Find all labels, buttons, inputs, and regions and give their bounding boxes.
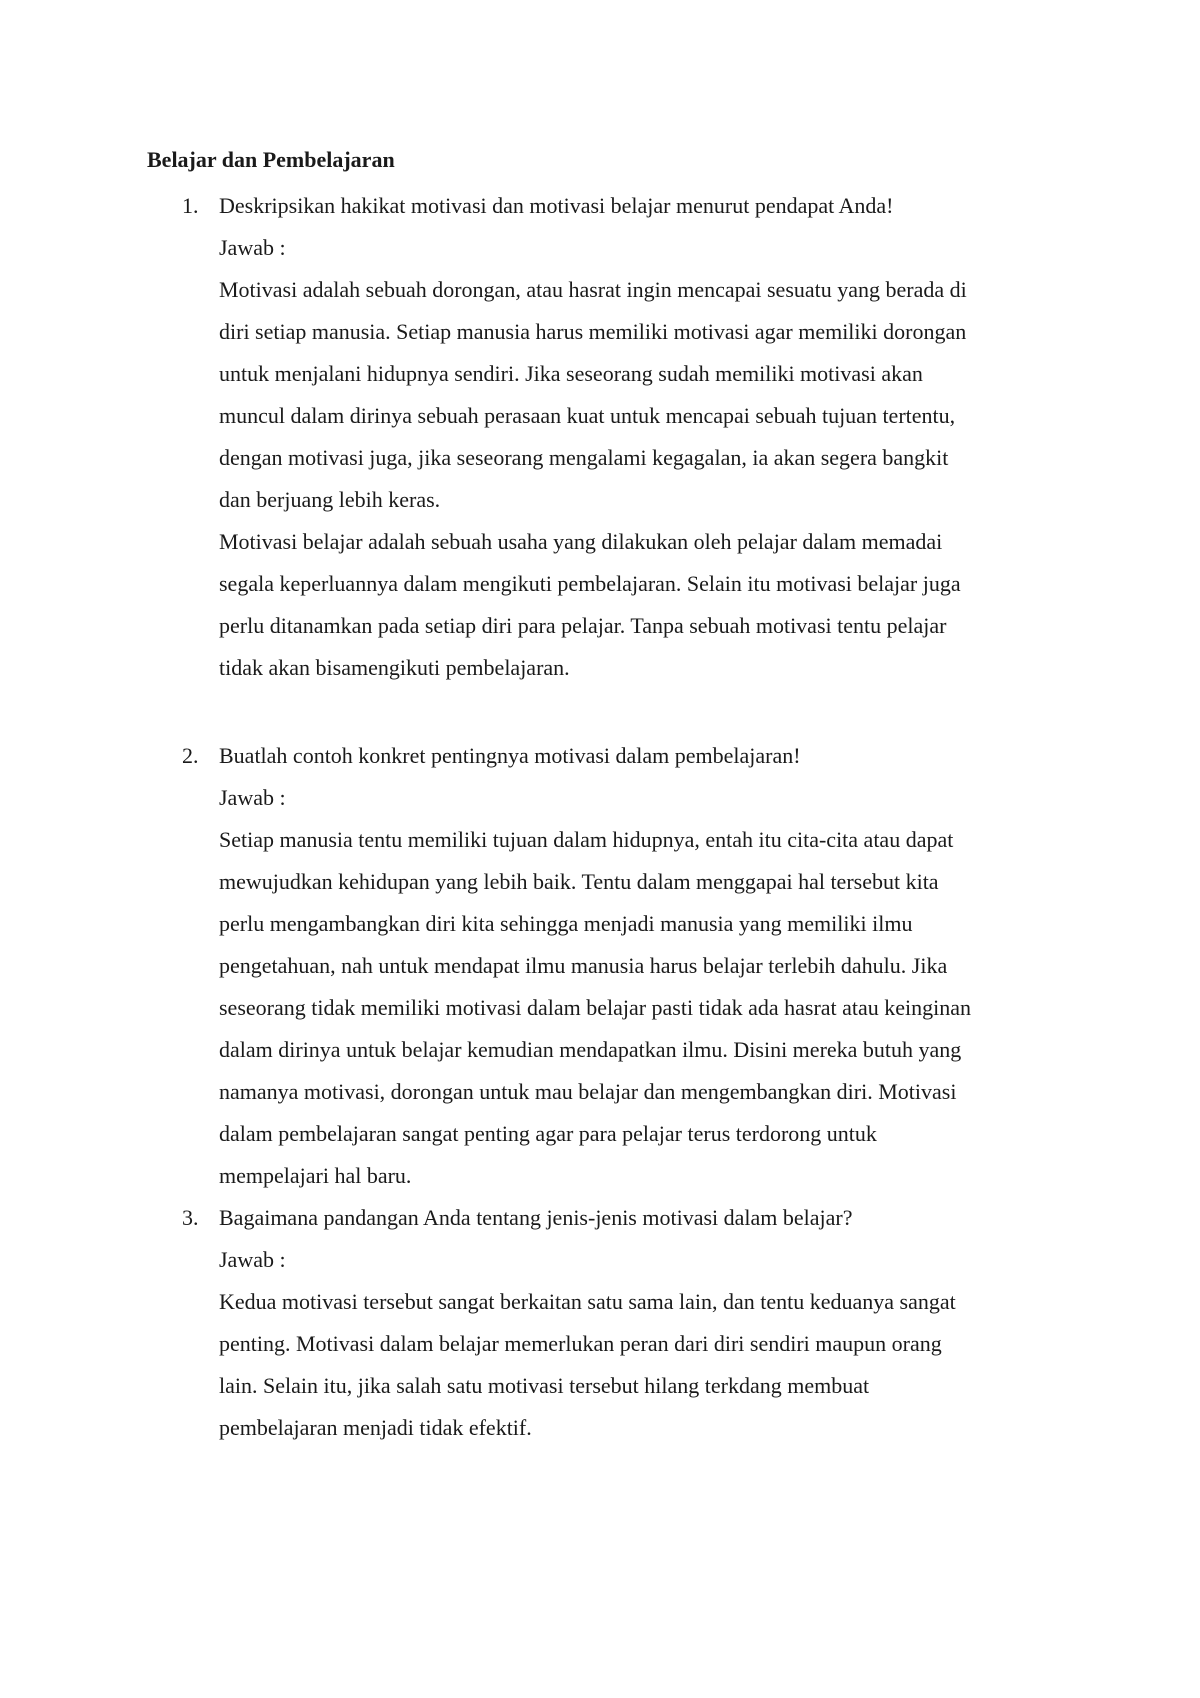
list-item bbox=[147, 185, 1087, 689]
question-3 bbox=[147, 1197, 1087, 1449]
answer-line: seseorang tidak memiliki motivasi dalam belajar pasti tidak ada hasrat atau keinginan bbox=[219, 995, 972, 1020]
answer-label: Jawab : bbox=[219, 785, 286, 810]
answer-line: dalam dirinya untuk belajar kemudian mendapatkan ilmu. Disini mereka butuh yang bbox=[219, 1037, 962, 1062]
answer-line: diri setiap manusia. Setiap manusia harus memiliki motivasi agar memiliki dorongan bbox=[219, 319, 967, 344]
list-item bbox=[147, 735, 1087, 1197]
question-text: Buatlah contoh konkret pentingnya motivasi dalam pembelajaran! bbox=[219, 743, 801, 768]
answer-line: namanya motivasi, dorongan untuk mau belajar dan mengembangkan diri. Motivasi bbox=[219, 1079, 957, 1104]
answer-line: dengan motivasi juga, jika seseorang mengalami kegagalan, ia akan segera bangkit bbox=[219, 445, 949, 470]
answer-line: mewujudkan kehidupan yang lebih baik. Tentu dalam menggapai hal tersebut kita bbox=[219, 869, 939, 894]
question-number: 2. bbox=[182, 743, 199, 768]
answer-line: penting. Motivasi dalam belajar memerlukan peran dari diri sendiri maupun orang bbox=[219, 1331, 942, 1356]
answer-line: lain. Selain itu, jika salah satu motivasi tersebut hilang terkdang membuat bbox=[219, 1373, 870, 1398]
answer-label: Jawab : bbox=[219, 1247, 286, 1272]
answer-line: perlu ditanamkan pada setiap diri para pelajar. Tanpa sebuah motivasi tentu pelajar bbox=[219, 613, 947, 638]
answer-line: Kedua motivasi tersebut sangat berkaitan satu sama lain, dan tentu keduanya sangat bbox=[219, 1289, 956, 1314]
question-text: Bagaimana pandangan Anda tentang jenis-jenis motivasi dalam belajar? bbox=[219, 1205, 853, 1230]
question-1 bbox=[147, 185, 1087, 689]
answer-line: pengetahuan, nah untuk mendapat ilmu manusia harus belajar terlebih dahulu. Jika bbox=[219, 953, 948, 978]
answer-line: perlu mengambangkan diri kita sehingga menjadi manusia yang memiliki ilmu bbox=[219, 911, 913, 936]
answer-line: Setiap manusia tentu memiliki tujuan dalam hidupnya, entah itu cita-cita atau dapat bbox=[219, 827, 954, 852]
answer-line: pembelajaran menjadi tidak efektif. bbox=[219, 1415, 532, 1440]
answer-line: Motivasi belajar adalah sebuah usaha yang dilakukan oleh pelajar dalam memadai bbox=[219, 529, 943, 554]
answer-line: tidak akan bisamengikuti pembelajaran. bbox=[219, 655, 570, 680]
answer-label: Jawab : bbox=[219, 235, 286, 260]
answer-line: untuk menjalani hidupnya sendiri. Jika seseorang sudah memiliki motivasi akan bbox=[219, 361, 923, 386]
question-2 bbox=[147, 735, 1087, 1197]
question-number: 1. bbox=[182, 193, 199, 218]
answer-line: muncul dalam dirinya sebuah perasaan kuat untuk mencapai sebuah tujuan tertentu, bbox=[219, 403, 956, 428]
list-item bbox=[147, 1197, 1087, 1449]
question-text: Deskripsikan hakikat motivasi dan motivasi belajar menurut pendapat Anda! bbox=[219, 193, 894, 218]
answer-line: dalam pembelajaran sangat penting agar para pelajar terus terdorong untuk bbox=[219, 1121, 877, 1146]
document-title: Belajar dan Pembelajaran bbox=[147, 147, 395, 172]
answer-line: Motivasi adalah sebuah dorongan, atau hasrat ingin mencapai sesuatu yang berada di bbox=[219, 277, 967, 302]
answer-line: segala keperluannya dalam mengikuti pembelajaran. Selain itu motivasi belajar juga bbox=[219, 571, 961, 596]
answer-line: dan berjuang lebih keras. bbox=[219, 487, 441, 512]
question-number: 3. bbox=[182, 1205, 199, 1230]
answer-line: mempelajari hal baru. bbox=[219, 1163, 412, 1188]
